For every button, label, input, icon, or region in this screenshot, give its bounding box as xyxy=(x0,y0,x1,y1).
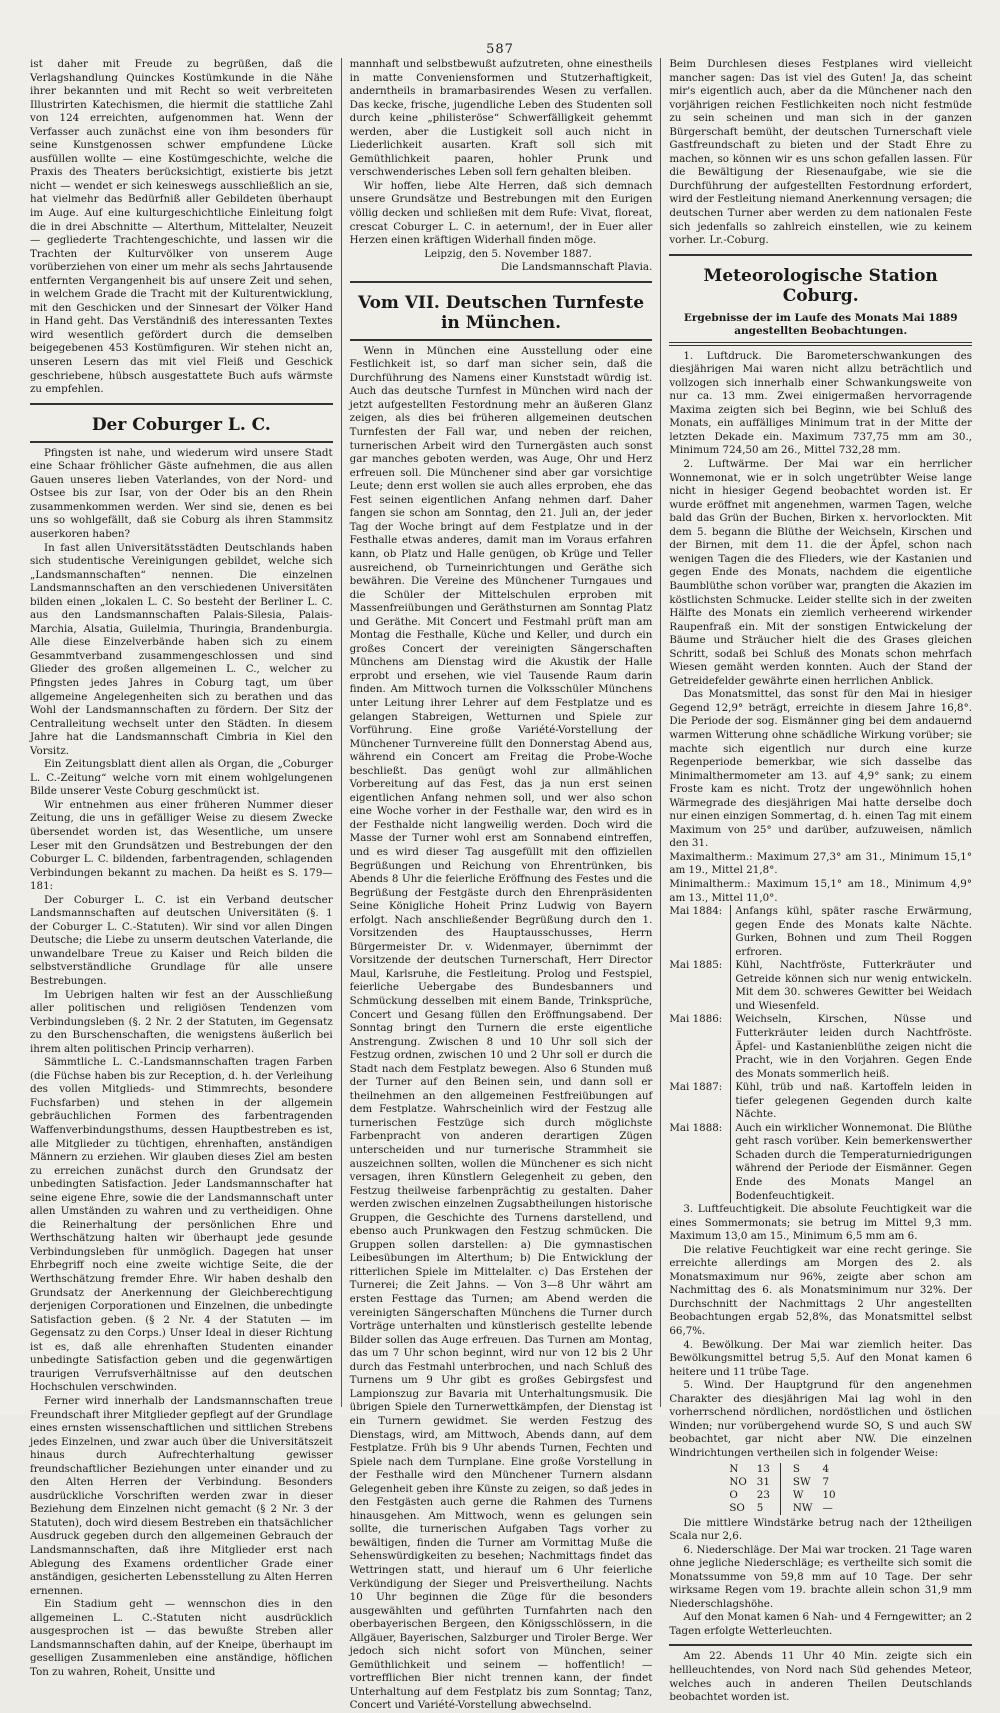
paragraph: Im Uebrigen halten wir fest an der Ausschließung aller politischen und religiösen Tendenzen vom Verbindungsleben (§. 2 Nr. 2 der Statuten, im Gegensatz zu den Burschenschaften, die wenigstens äußerlich bei ihrem alten politischen Princip verharren). xyxy=(30,988,333,1055)
paragraph: Wir hoffen, liebe Alte Herren, daß sich demnach unsere Grundsätze und Bestrebungen mit den Eurigen völlig decken und schließen mit dem Rufe: Vivat, floreat, crescat Coburger L. C. in aeternum!, der in Euer aller Herzen einen kräftigen Widerhall finden möge. xyxy=(349,179,653,247)
table-row xyxy=(729,1476,845,1489)
year-label: Mai 1885: xyxy=(669,959,731,1013)
paragraph-wind: 5. Wind. Der Hauptgrund für den angenehmen Charakter des diesjährigen Mai lag wohl in den vorherrschend nördlichen, nordöstlichen und östlichen Winden; nur vorübergehend wurde SO, S und auch SW beobachtet, gar nicht aber NW. Die einzelnen Windrichtungen vertheilen sich in folgender Weise: xyxy=(669,1379,973,1459)
paragraph: mannhaft und selbstbewußt aufzutreten, ohne einestheils in matte Conveniensformen und Stutzerhaftigkeit, anderntheils in bramarbasirendes Wesen zu verfallen. Das kecke, frische, jugendliche Leben des Studenten soll durch keine „philisteröse“ Schwerfälligkeit gehemmt werden, aber die Lustigkeit soll auch nicht in Liederlichkeit ausarten. Kraft soll sich mit Gemüthlichkeit paaren, hohler Prunk und verschwenderisches Leben soll fern gehalten bleiben. xyxy=(349,58,653,179)
paragraph-gewitter: Auf den Monat kamen 6 Nah- und 4 Ferngewitter; an 2 Tagen erfolgte Wetterleuchten. xyxy=(669,1611,973,1637)
wind-count: — xyxy=(822,1501,833,1514)
paragraph: Sämmtliche L. C.-Landsmannschaften tragen Farben (die Füchse haben bis zur Reception, d. h. der Verleihung des vollen Mitglieds- und Stimmrechts, besondere Fuchsfarben) und stehen in der allgemein gebräuchlichen Formen des farbentragenden Waffenverbindungsthums, dessen Hauptbestreben es ist, alle Mitglieder zu tüchtigen, ehrenhaften, anständigen Männern zu erziehen. Wir glauben dieses Ziel am besten zu erreichen zunächst durch den Grundsatz der unbedingten Satisfaction. Jeder Landsmannschafter hat seine eigene Ehre, sowie die der Landsmannschaft unter allen Umständen zu wahren und zu vertheidigen. Ohne die Reinerhaltung der persönlichen Ehre und Werthschätzung halten wir überhaupt jede gesunde Verbindungsleben für unmöglich. Dagegen hat unser Ehrbegriff noch eine zweite wichtige Seite, die der Werthschätzung fremder Ehre. Wir haben deshalb den Grundsatz der Anerkennung der Gleichberechtigung derjenigen Corporationen und Einzelnen, die unbedingte Satisfaction geben. (§ 2 Nr. 4 der Statuten — im Gegensatz zu den Corps.) Unser Ideal in dieser Richtung ist es, daß alle ehrenhaften Studenten einander unbedingte Satisfaction geben und die gegenwärtigen traurigen Verrufsverhältnisse auf den deutschen Hochschulen verschwinden. xyxy=(30,1056,333,1394)
signature-place: Leipzig, den 5. November 1887. xyxy=(424,247,592,260)
table-row xyxy=(729,1463,845,1476)
paragraph: In fast allen Universitätsstädten Deutschlands haben sich studentische Vereinigungen gebildet, welche sich „Landsmannschaften“ nennen. Die einzelnen Landsmannschaften an den verschiedenen Universitäten bilden einen „lokalen L. C. So besteht der Berliner L. C. aus den Landsmannschaften Palais-Silesia, Palais-Marchia, Alsatia, Guilelmia, Thuringia, Brandenburgia. Alle diese Einzelverbände haben sich zu einem Gesammtverband zusammengeschlossen und sind Glieder des großen allgemeinen L. C., welcher zu Pfingsten jedes Jahres in Coburg tagt, um über allgemeine Angelegenheiten sich zu berathen und das Wohl der Landsmannschaften zu fördern. Der Sitz der Centralleitung wechselt unter den Städten. In diesem Jahre hat die Landsmannschaft Cimbria in Kiel den Vorsitz. xyxy=(30,541,333,757)
wind-dir: NO xyxy=(729,1475,747,1488)
mintherm-line: Minimaltherm.: Maximum 15,1° am 18., Minimum 4,9° am 13., Mittel 11,0°. xyxy=(669,877,973,904)
wind-dir: N xyxy=(729,1462,739,1475)
table-row xyxy=(669,1013,972,1081)
wind-count: 13 xyxy=(756,1462,770,1475)
maxtherm-line: Maximaltherm.: Maximum 27,3° am 31., Minimum 15,1° am 19., Mittel 21,8°. xyxy=(669,850,973,877)
paragraph: Wenn in München eine Ausstellung oder eine Festlichkeit ist, so darf man sicher sein, daß die Durchführung des Namens einer Kunststadt würdig ist. Auch das deutsche Turnfest in München wird nach der jetzt aufgestellten Festordnung mehr an äußeren Glanz zeigen, als dies bei früheren allgemeinen deutschen Turnfesten der Fall war, und neben der reichen, turnerischen Arbeit wird den Turnergästen auch sonst gar manches geboten werden, was Auge, Ohr und Herz erfreuen soll. Die Münchener sind aber gar vorsichtige Leute; denn erst wollen sie auch alles erproben, ehe das Fest seinen eigentlichen Anfang nehmen darf. Daher fangen sie schon am Sonntag, den 21. Juli an, der jeder Tag der Woche bringt auf dem Festplatze und in der Festhalle etwas anderes, damit man im Voraus erfahren kann, ob Platz und Halle genügen, ob Krüge und Teller ausreichend, ob Turneinrichtungen und Geräthe sich bewähren. Die Vereine des Münchener Turngaues und die Schüler der Mittelschulen erproben mit Massenfreiübungen und Geräthsturnen am Sonntag Platz und Geräthe. Mit Concert und Festmahl prüft man am Montag die Festhalle, Küche und Keller, und durch ein großes Concert der vereinigten Sängerschaften Münchens am Dienstag wird die Akustik der Halle erprobt und ersehen, wie viel Tausende Raum darin finden. Am Mittwoch turnen die Volksschüler Münchens unter Leitung ihrer Lehrer auf dem Festplatze und es gelangen Stabreigen, Wetturnen und Spiele zur Vorführung. Eine große Variété-Vorstellung der Münchener Turnvereine füllt den Donnerstag Abend aus, während ein Concert am Freitag die Probe-Woche beschließt. Das genügt wohl zur allmählichen Vorbereitung auf das Fest, das ja nun erst seinen eigentlichen Anfang nehmen soll, und wer also schon eine Woche vorher in der Festhalle war, den wird es in der Festhalde nicht langweilig werden. Doch wird die Masse der Turner wohl erst am Sonnabend eintreffen, und es wird dieser Tag ausgefüllt mit den offiziellen Begrüßungen und Reichung von Ehrentrünken, bis Abends 8 Uhr die feierliche Eröffnung des Festes und die Begrüßung der Festgäste durch den Ehrenpräsidenten Seine Königliche Hoheit Prinz Ludwig von Bayern erfolgt. Nach anschließender Begrüßung durch den 1. Vorsitzenden des Hauptausschusses, Herrn Bürgermeister Dr. v. Widenmayer, übernimmt der Vorsitzende der deutschen Turnerschaft, Herr Director Maul, Karlsruhe, die Festleitung. Prolog und Festspiel, feierliche Uebergabe des Bundesbanners und Schmückung desselben mit einem Bande, Trinksprüche, Concert und Gesang füllen den Eröffnungsabend. Der Sonntag bringt den Turnern die erste eigentliche Anstrengung. Zwischen 8 und 10 Uhr soll sich der Festzug ordnen, zwischen 10 und 2 Uhr soll er durch die Stadt nach dem Festplatz bewegen. Also 6 Stunden muß der Turner auf den Beinen sein, und dann soll er theilnehmen an den allgemeinen Festfreiübungen auf dem Festplatze. Wahrscheinlich wird der Festzug alle turnerischen Festzüge sich durch möglichste Farbenpracht von anderen derartigen Zügen unterscheiden und nur turnerische Strammheit sie auszeichnen sollten, wollen die Münchener es sich nicht versagen, ihren Künstlern Gelegenheit zu geben, den Festzug theilweise farbenprächtig zu gestalten. Daher werden zwischen einzelnen Zugsabtheilungen historische Gruppen, die Geschichte des Turnens darstellend, und ebenso auch Prunkwagen den Festzug schmücken. Die Gruppen sollen darstellen: a) Die gymnastischen Leibesübungen im Alterthum; b) Die Entwicklung der ritterlichen Spiele im Mittelalter. c) Das Erstehen der Turnerei; die Zeit Jahns. — Von 3—8 Uhr währt am ersten Festtage das Turnen; am Abend werden die vereinigten Sängerschaften Münchens die Turner durch Vorträge unterhalten und künstlerisch gestellte lebende Bilder sollen das Auge erfreuen. Das Turnen am Montag, das um 7 Uhr schon beginnt, wird nur von 12 bis 2 Uhr durch das Festmahl unterbrochen, und nach Schluß des Turnens um 9 Uhr gibt es großes Gebirgsfest und Lampionszug zur Bavaria mit Unterhaltungsmusik. Die übrigen Spiele den Turnerwettkämpfen, der Dienstag ist ein Turnern gewidmet. Sie werden Festzug des Dienstags, wird, am Mittwoch, Abends dann, auf dem Festplatze. Früh bis 9 Uhr abends Turnen, Fechten und Spiele nach dem Turnplane. Eine große Vorstellung in der Festhalle wird den Münchener Turnern alsdann Gelegenheit geben ihre Künste zu zeigen, so daß jedes in den Festgästen auch gerne die Rahmen des Turnens hinausgehen. Am Mittwoch, wenn es gelungen sein sollte, die turnerischen Aufgaben Tags vorher zu bewältigen, finden die Turner am Vormittag Muße die Sehenswürdigkeiten zu besehen; Nachmittags findet das Wettringen statt, und hierauf um 6 Uhr feierliche Verkündigung der Sieger und Preisvertheilung. Nachts 10 Uhr beginnen die Züge für die besonders ausgewählten und geführten Turnfahrten nach den oberbayerischen Bergeen, den Königsschlössern, in die Allgäuer, Bayerischen, Salzburger und Tiroler Berge. Wer jedoch sich nicht sofort von München, seiner Gemüthlichkeit und seinem — hoffentlich! — vortrefflichen Bier nicht trennen kann, der findet Unterhaltung auf dem Festplatz bis zum Sonntag; Tanz, Concert und Variété-Vorstellung abwechselnd. xyxy=(349,344,653,1712)
table-row xyxy=(729,1502,845,1515)
paragraph: Ferner wird innerhalb der Landsmannschaften treue Freundschaft ihrer Mitglieder gepflegt auf der Grundlage eines ernsten wissenschaftlichen und sittlichen Strebens jedes Einzelnen, und zwar auch über die Universitätszeit hinaus durch Aufrechterhaltung gewisser freundschaftlicher Beziehungen unter einander und zu den Alten Herren der Verbindung. Besonders ausdrückliche Vorschriften werden zwar in dieser Beziehung dem Einzelnen nicht gemacht (§ 2 Nr. 3 der Statuten), doch wird diesem Bestreben ein thatsächlicher Ausdruck gegeben durch den allgemeinen Gebrauch der Landsmannschaften, daß ihre Mitglieder erst nach Ablegung des Examens ordentlicher Grade einer anständigen, gesicherten Lebensstellung zu Alten Herren ernennen. xyxy=(30,1394,333,1597)
heading-coburger-lc: Der Coburger L. C. xyxy=(91,414,271,435)
wind-dir: O xyxy=(729,1488,738,1501)
paragraph-niederschlag: 6. Niederschläge. Der Mai war trocken. 21 Tage waren ohne jegliche Niederschläge; es vertheilte sich somit die Monatssumme von 59,8 mm auf 10 Tage. Der sehr wirksame Regen vom 19. brachte allein schon 31,9 mm Niederschlagshöhe. xyxy=(669,1543,973,1610)
year-label: Mai 1887: xyxy=(669,1081,731,1122)
paragraph-luftdruck: 1. Luftdruck. Die Barometerschwankungen des diesjährigen Mai waren nicht allzu beträchtlich und vollzogen sich innerhalb einer Schwankungsweite von nur ca. 13 mm. Zwei einigermaßen hervorragende Maxima zeigten sich bei Beginn, wie bei Schluß des Monats, ein auffälliges Minimum trat in der Mitte der letzten Dekade ein. Maximum 737,75 mm am 30., Minimum 724,50 am 26., Mittel 732,28 mm. xyxy=(669,349,973,457)
heading-turnfest: Vom VII. Deutschen Turnfeste in München. xyxy=(357,292,645,333)
paragraph: Wir entnehmen aus einer früheren Nummer dieser Zeitung, die uns in gefälliger Weise zu diesem Zwecke übersendet worden ist, das Wesentliche, um unsere Leser mit den Grundsätzen und Bestrebungen der den Coburger L. C. bildenden, farbentragenden, schlagenden Verbindungen bekannt zu machen. Da heißt es S. 179—181: xyxy=(30,798,333,893)
table-row xyxy=(669,905,972,959)
paragraph-luftwaerme: 2. Luftwärme. Der Mai war ein herrlicher Wonnemonat, wie er in solch ungetrübter Weise lange nicht in hiesiger Gegend beobachtet worden ist. Er wurde eröffnet mit angenehmen, warmen Tagen, welche bald das Grün der Buchen, Birken x. hervorlockten. Mit dem 5. begann die Blüthe der Weichseln, Kirschen und der Birnen, mit dem 11. die der Äpfel, schon nach wenigen Tagen die des Flieders, wie der Kastanien und gegen Ende des Monats, nachdem die eigentliche Baumblüthe schon vorüber war, prangten die Akazien im köstlichsten Schmucke. Leider stellte sich in der zweiten Hälfte des Monats ein ziemlich verheerend wirkender Raupenfraß ein. Mit der sonstigen Entwickelung der Bäume und Sträucher hielt die des Grases gleichen Schritt, sodaß bei Schluß des Monats schon mehrfach Wiesen gemäht werden konnten. Auch der Stand der Getreidefelder gewährte einen herrlichen Anblick. xyxy=(669,458,973,687)
signature-name: Die Landsmannschaft Plavia. xyxy=(500,261,653,274)
wind-count: 7 xyxy=(822,1475,830,1488)
paragraph: Der Coburger L. C. ist ein Verband deutscher Landsmannschaften auf deutschen Universitäten (§. 1 der Coburger L. C.-Statuten). Wir sind vor allen Dingen Deutsche; die Liebe zu unserm deutschen Vaterlande, die unwandelbare Treue zu Kaiser und Reich bilden die selbstverständliche Grundlage für alle unsere Bestrebungen. xyxy=(30,893,333,987)
subheading: Ergebnisse der im Laufe des Monats Mai 1889 angestellten Beobachtungen. xyxy=(683,311,958,337)
wind-count: 4 xyxy=(822,1462,830,1475)
year-comparison-table xyxy=(669,905,972,1203)
divider xyxy=(669,1644,972,1646)
wind-count: 23 xyxy=(756,1488,770,1501)
divider xyxy=(669,254,972,256)
year-text: Auch ein wirklicher Wonnemonat. Die Blüthe geht rasch vorüber. Kein bemerkenswerther Schaden durch die Temperaturniedrigungen während der Periode der Eismänner. Gegen Ende des Monats Mangel an Bodenfeuchtigkeit. xyxy=(735,1121,973,1202)
column-3 xyxy=(660,58,980,1704)
year-text: Weichseln, Kirschen, Nüsse und Futterkräuter leiden durch Nachtfröste. Äpfel- und Kastanienblüthe zeigen nicht die Pracht, wie in den Vorjahren. Gegen Ende des Monats sommerlich heiß. xyxy=(735,1013,973,1080)
wind-dir: NW xyxy=(780,1502,822,1515)
year-label: Mai 1886: xyxy=(669,1013,731,1081)
paragraph-monatsmittel: Das Monatsmittel, das sonst für den Mai in hiesiger Gegend 12,9° beträgt, erreichte in diesem Jahre 16,8°. Die Periode der sog. Eismänner ging bei dem andauernd warmen Witterung ohne schädliche Wirkung vorüber; sie machte sich eigentlich nur durch eine kurze Regenperiode bemerkbar, wie sich dasselbe das Minimalthermometer am 13. auf 4,9° sank; zu einem Froste kam es nicht. Trotz der ungewöhnlich hohen Wärmegrade des diesjährigen Mai hatte derselbe doch nur einen einzigen Sommertag, d. h. einen Tag mit einem Maximum von 25° und darüber, aufzuweisen, nämlich den 31. xyxy=(669,688,973,850)
divider xyxy=(30,441,333,443)
paragraph: Ein Zeitungsblatt dient allen als Organ, die „Coburger L. C.-Zeitung“ welche vorn mit einem wohlgelungenen Bilde unserer Veste Coburg geschmückt ist. xyxy=(30,758,333,798)
table-row xyxy=(669,959,972,1013)
paragraph: Beim Durchlesen dieses Festplanes wird vielleicht mancher sagen: Das ist viel des Guten! Ja, das scheint mir's eigentlich auch, aber da die Münchener nach den vorjährigen reichen Festlichkeiten noch nicht festmüde zu sein scheinen und man sich in der ganzen Bürgerschaft bemüht, der deutschen Turnerschaft viele Gastfreundschaft zu bieten und der Stadt Ehre zu machen, so können wir es uns schon gefallen lassen. Für die Bewältigung der Riesenaufgabe, wie sie die Durchführung der aufgestellten Festordnung erfordert, wird der Festleitung niemand Anerkennung versagen; die deutschen Turner aber werden zu dem nationalen Feste sich jedenfalls so zahlreich einstellen, wie zu keinem vorher. Lr.-Coburg. xyxy=(669,58,973,247)
paragraph: Ein Stadium geht — wennschon dies in den allgemeinen L. C.-Statuten nicht ausdrücklich ausgesprochen ist — das bewußte Streben aller Landsmannschaften dahin, auf der Kneipe, überhaupt im geselligen Zusammenleben eine anständige, höflichen Ton zu wahren, Roheit, Unsitte und xyxy=(30,1598,333,1678)
paragraph-meteor: Am 22. Abends 11 Uhr 40 Min. zeigte sich ein hellleuchtendes, von Nord nach Süd gehendes Meteor, welches auch in anderen Theilen Deutschlands beobachtet worden ist. xyxy=(669,1650,973,1704)
book-review-paragraph: ist daher mit Freude zu begrüßen, daß die Verlagshandlung Quinckes Kostümkunde in die Nähe ihrer bekannten und mit Recht so weit verbreiteten Illustrirten Katechismen, die hiermit die stattliche Zahl von 124 erreichten, aufgenommen hat. Wenn der Verfasser auch zunächst eine von ihm besonders für seine Kunstgenossen schwer empfundene Lücke ausfüllen wollte — eine Kostümgeschichte, welche die Praxis des Theaters berücksichtigt, existierte bis jetzt nicht — wendet er sich keineswegs ausschließlich an sie, hat vielmehr das Bedürfniß aller Gebildeten überhaupt im Auge. Auf eine kulturgeschichtliche Einleitung folgt die in drei Abschnitte — Alterthum, Mittelalter, Neuzeit — gegliederte Trachtengeschichte, und lassen wir die Trachten der Kulturvölker von unserem Auge vorüberziehen von einer um mehr als sechs Jahrtausende entfernten Vergangenheit bis auf unsere Zeit und sehen, in welchem Grade die Tracht mit der Kulturentwicklung, mit den Geschicken und der Sinnesart der Völker Hand in Hand geht. Das Verständniß des interessanten Textes wird wesentlich gefördert durch die demselben beigegebenen 453 Kostümfiguren. Wir stehen nicht an, unseren Lesern das mit viel Fleiß und Geschick geschriebene, hübsch ausgestattete Buch aufs wärmste zu empfehlen. xyxy=(30,58,333,396)
year-text: Anfangs kühl, später rasche Erwärmung, gegen Ende des Monats kalte Nächte. Gurken, Bohnen und zum Theil Roggen erfroren. xyxy=(735,905,973,958)
column-2 xyxy=(341,58,661,1712)
year-text: Kühl, Nachtfröste, Futterkräuter und Getreide können sich nur wenig entwickeln. Mit dem 30. schweres Gewitter bei Weidach und Wiesenfeld. xyxy=(735,959,973,1012)
paragraph-bewoelkung: 4. Bewölkung. Der Mai war ziemlich heiter. Das Bewölkungsmittel betrug 5,5. Auf den Monat kamen 6 heitere und 11 trübe Tage. xyxy=(669,1338,973,1378)
heading-meteorologische-station: Meteorologische Station Coburg. xyxy=(703,265,938,306)
paragraph-feuchtigkeit: 3. Luftfeuchtigkeit. Die absolute Feuchtigkeit war die eines Sommermonats; sie betrug im Mittel 9,3 mm. Maximum 13,0 am 15., Minimum 6,5 mm am 6. xyxy=(669,1203,973,1243)
table-row xyxy=(729,1489,845,1502)
paragraph-windstaerke: Die mittlere Windstärke betrug nach der 12theiligen Scala nur 2,6. xyxy=(669,1516,973,1543)
columns xyxy=(22,58,980,1712)
divider xyxy=(669,342,972,346)
table-row xyxy=(669,1081,972,1122)
wind-count: 10 xyxy=(822,1488,836,1501)
year-label: Mai 1884: xyxy=(669,905,731,959)
paragraph-relativ: Die relative Feuchtigkeit war eine recht geringe. Sie erreichte allerdings am Morgen des 2. als Monatsmaximum nur 96%, zeigte aber schon am Nachmittag des 6. als Monatsminimum nur 32%. Der Durchschnitt der Nachmittags 2 Uhr angestellten Beobachtungen ergab 52,8%, das Monatsmittel selbst 66,7%. xyxy=(669,1243,973,1338)
year-label: Mai 1888: xyxy=(669,1122,731,1203)
divider xyxy=(30,403,333,405)
divider xyxy=(350,339,653,341)
wind-dir: S xyxy=(780,1463,822,1476)
wind-dir: W xyxy=(780,1489,822,1502)
wind-count: 31 xyxy=(756,1475,770,1488)
year-text: Kühl, trüb und naß. Kartoffeln leiden in tiefer gelegenen Gegenden durch kalte Nächte. xyxy=(735,1081,973,1121)
wind-table xyxy=(729,1463,845,1515)
wind-dir: SO xyxy=(729,1501,745,1514)
table-row xyxy=(669,1122,972,1203)
wind-count: 5 xyxy=(756,1501,764,1514)
divider xyxy=(350,281,653,283)
paragraph: Pfingsten ist nahe, und wiederum wird unsere Stadt eine Schaar fröhlicher Gäste aufnehmen, die aus allen Gauen unseres lieben Vaterlandes, von der Nord- und Ostsee bis zur Isar, von der Oder bis an den Rhein zusammenkommen werden. Wer sind sie, denen es bei uns so wohlgefällt, daß sie Coburg als ihren Stammsitz auserkoren haben? xyxy=(30,446,333,540)
page-number: 587 xyxy=(486,42,514,57)
column-1 xyxy=(22,58,341,1678)
wind-dir: SW xyxy=(780,1476,822,1489)
